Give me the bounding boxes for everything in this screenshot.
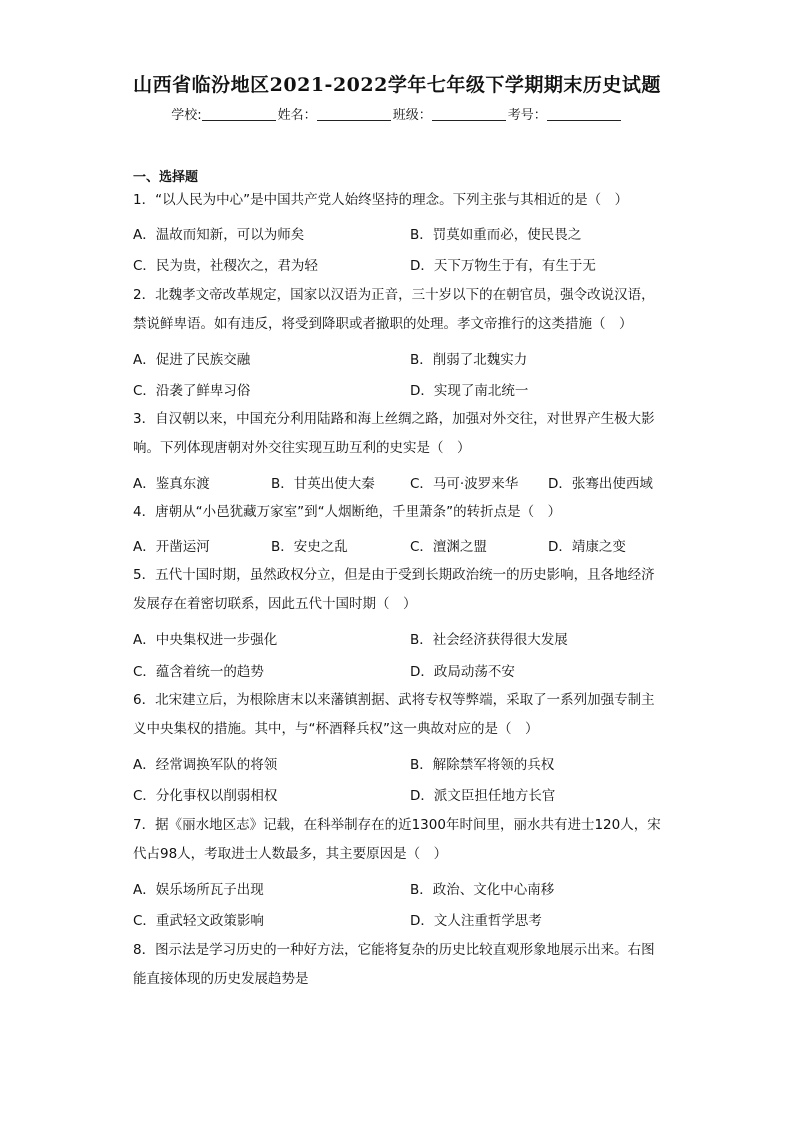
number-label: 考号： bbox=[507, 108, 547, 123]
question-stem: 7．据《丽水地区志》记载，在科举制存在的近1300年时间里，丽水共有进士120人，宋代占98人，考取进士人数最多，其主要原因是（ ） bbox=[133, 817, 661, 862]
question-stem: 1．“以人民为中心”是中国共产党人始终坚持的理念。下列主张与其相近的是（ ） bbox=[133, 192, 629, 208]
option-c: C．民为贵，社稷次之，君为轻 bbox=[133, 258, 318, 274]
option-d: D．实现了南北统一 bbox=[410, 383, 529, 399]
option-c: C．澶渊之盟 bbox=[410, 539, 487, 555]
option-c: C．重武轻文政策影响 bbox=[133, 913, 264, 929]
question-stem: 5．五代十国时期，虽然政权分立，但是由于受到长期政治统一的历史影响，且各地经济发展存在着密切联系，因此五代十国时期（ ） bbox=[133, 567, 655, 612]
option-d: D．天下万物生于有，有生于无 bbox=[410, 258, 596, 274]
option-a: A．温故而知新，可以为师矣 bbox=[133, 227, 305, 243]
option-b: B．政治、文化中心南移 bbox=[410, 882, 555, 898]
option-a: A．娱乐场所瓦子出现 bbox=[133, 882, 264, 898]
option-b: B．甘英出使大秦 bbox=[271, 476, 375, 492]
school-blank[interactable] bbox=[202, 107, 276, 121]
option-d: D．派文臣担任地方长官 bbox=[410, 788, 556, 804]
option-a: A．促进了民族交融 bbox=[133, 352, 251, 368]
option-b: B．安史之乱 bbox=[271, 539, 348, 555]
option-c: C．沿袭了鲜卑习俗 bbox=[133, 383, 251, 399]
option-d: D．文人注重哲学思考 bbox=[410, 913, 542, 929]
class-blank[interactable] bbox=[432, 107, 506, 121]
option-c: C．分化事权以削弱相权 bbox=[133, 788, 278, 804]
option-b: B．削弱了北魏实力 bbox=[410, 352, 528, 368]
option-b: B．社会经济获得很大发展 bbox=[410, 632, 568, 648]
student-info-line bbox=[0, 104, 794, 123]
option-a: A．经常调换军队的将领 bbox=[133, 757, 278, 773]
option-a: A．鉴真东渡 bbox=[133, 476, 210, 492]
option-a: A．中央集权进一步强化 bbox=[133, 632, 278, 648]
option-b: B．罚莫如重而必，使民畏之 bbox=[410, 227, 582, 243]
name-label: 姓名： bbox=[277, 108, 317, 123]
option-d: D．张骞出使西域 bbox=[548, 476, 653, 492]
question-stem: 6．北宋建立后，为根除唐末以来藩镇割据、武将专权等弊端，采取了一系列加强专制主义中央集权的措施。其中，与“杯酒释兵权”这一典故对应的是（ ） bbox=[133, 692, 655, 737]
option-d: D．靖康之变 bbox=[548, 539, 626, 555]
page-title: 山西省临汾地区2021-2022学年七年级下学期期末历史试题 bbox=[133, 74, 661, 96]
class-label: 班级： bbox=[392, 108, 432, 123]
question-stem: 2．北魏孝文帝改革规定，国家以汉语为正音，三十岁以下的在朝官员，强令改说汉语，禁说鲜卑语。如有违反，将受到降职或者撤职的处理。孝文帝推行的这类措施（ ） bbox=[133, 287, 655, 332]
option-b: B．解除禁军将领的兵权 bbox=[410, 757, 555, 773]
option-d: D．政局动荡不安 bbox=[410, 664, 515, 680]
question-stem: 4．唐朝从“小邑犹藏万家室”到“人烟断绝，千里萧条”的转折点是（ ） bbox=[133, 504, 562, 520]
option-a: A．开凿运河 bbox=[133, 539, 210, 555]
question-stem: 8．图示法是学习历史的一种好方法，它能将复杂的历史比较直观形象地展示出来。右图能直接体现的历史发展趋势是 bbox=[133, 942, 655, 987]
school-label: 学校: bbox=[171, 108, 202, 123]
number-blank[interactable] bbox=[547, 107, 621, 121]
option-c: C．蕴含着统一的趋势 bbox=[133, 664, 264, 680]
option-c: C．马可·波罗来华 bbox=[410, 476, 519, 492]
question-stem: 3．自汉朝以来，中国充分利用陆路和海上丝绸之路，加强对外交往，对世界产生极大影响。下列体现唐朝对外交往实现互助互利的史实是（ ） bbox=[133, 411, 655, 456]
section-heading: 一、选择题 bbox=[133, 170, 199, 185]
name-blank[interactable] bbox=[317, 107, 391, 121]
